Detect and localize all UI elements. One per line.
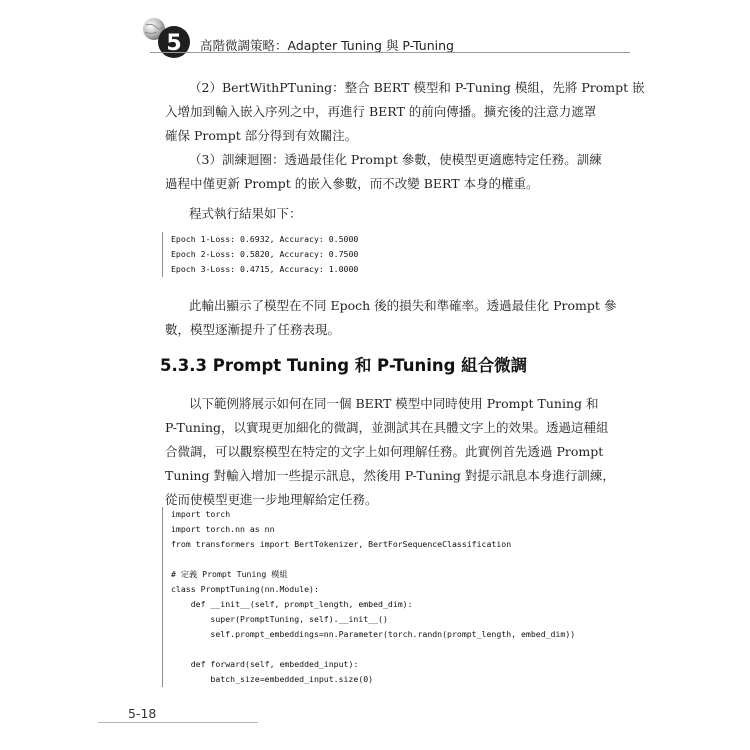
code-line: from transformers import BertTokenizer, BertForSequenceClassification [171,539,512,549]
output-line: Epoch 2-Loss: 0.5820, Accuracy: 0.7500 [171,249,359,259]
text-line: 此輸出顯示了模型在不同 Epoch 後的損失和準確率。透過最佳化 Prompt 參 [189,298,617,313]
code-line: # 定義 Prompt Tuning 模組 [171,569,288,579]
section-heading: 5.3.3 Prompt Tuning 和 P-Tuning 組合微調 [160,356,528,375]
header-rule [150,52,630,53]
page-number: 5-18 [128,706,157,721]
text-line: P-Tuning，以實現更加細化的微調，並測試其在具體文字上的效果。透過這種組 [165,420,609,435]
code-line: import torch [171,509,231,519]
text-line: 合微調，可以觀察模型在特定的文字上如何理解任務。此實例首先透過 Prompt [165,444,604,459]
output-line: Epoch 3-Loss: 0.4715, Accuracy: 1.0000 [171,264,359,274]
code-line [163,552,588,567]
paragraph-bert-with-ptuning [165,76,645,148]
code-line: import torch.nn as nn [171,524,275,534]
text-line: 確保 Prompt 部分得到有效關注。 [165,128,358,143]
text-line: 以下範例將展示如何在同一個 BERT 模型中同時使用 Prompt Tuning 和 [189,396,599,411]
code-line: batch_size=embedded_input.size(0) [171,674,374,684]
text-line: Tuning 對輸入增加一些提示訊息，然後用 P-Tuning 對提示訊息本身進行訓練， [165,468,615,483]
code-listing [162,507,588,687]
output-line: Epoch 1-Loss: 0.6932, Accuracy: 0.5000 [171,234,359,244]
footer-rule [98,722,258,723]
paragraph-result-intro [165,202,587,226]
text-line: 數，模型逐漸提升了任務表現。 [165,322,341,337]
code-line: def forward(self, embedded_input): [171,659,359,669]
text-line: （2）BertWithPTuning：整合 BERT 模型和 P-Tuning 模組，先將 Prompt 嵌 [189,80,645,95]
code-line: def __init__(self, prompt_length, embed_dim): [171,599,413,609]
paragraph-output-explanation [165,294,617,342]
chapter-badge [140,13,192,65]
code-line [163,642,588,657]
paragraph-section-intro [165,392,615,512]
output-block [162,232,588,277]
text-line: 入增加到輸入嵌入序列之中，再進行 BERT 的前向傳播。擴充後的注意力遮罩 [165,104,597,119]
code-line: class PromptTuning(nn.Module): [171,584,319,594]
running-header: 高階微調策略：Adapter Tuning 與 P-Tuning [200,38,454,53]
text-line: （3）訓練迴圈：透過最佳化 Prompt 參數，使模型更適應特定任務。訓練 [189,152,602,167]
text-line: 從而使模型更進一步地理解給定任務。 [165,492,378,507]
text-line: 過程中僅更新 Prompt 的嵌入參數，而不改變 BERT 本身的權重。 [165,176,539,191]
code-line: super(PromptTuning, self).__init__() [171,614,388,624]
paragraph-training-loop [165,148,602,196]
text-line: 程式執行結果如下： [189,206,302,221]
code-line: self.prompt_embeddings=nn.Parameter(torch.randn(prompt_length, embed_dim)) [171,629,576,639]
chapter-number: 5 [166,31,182,56]
